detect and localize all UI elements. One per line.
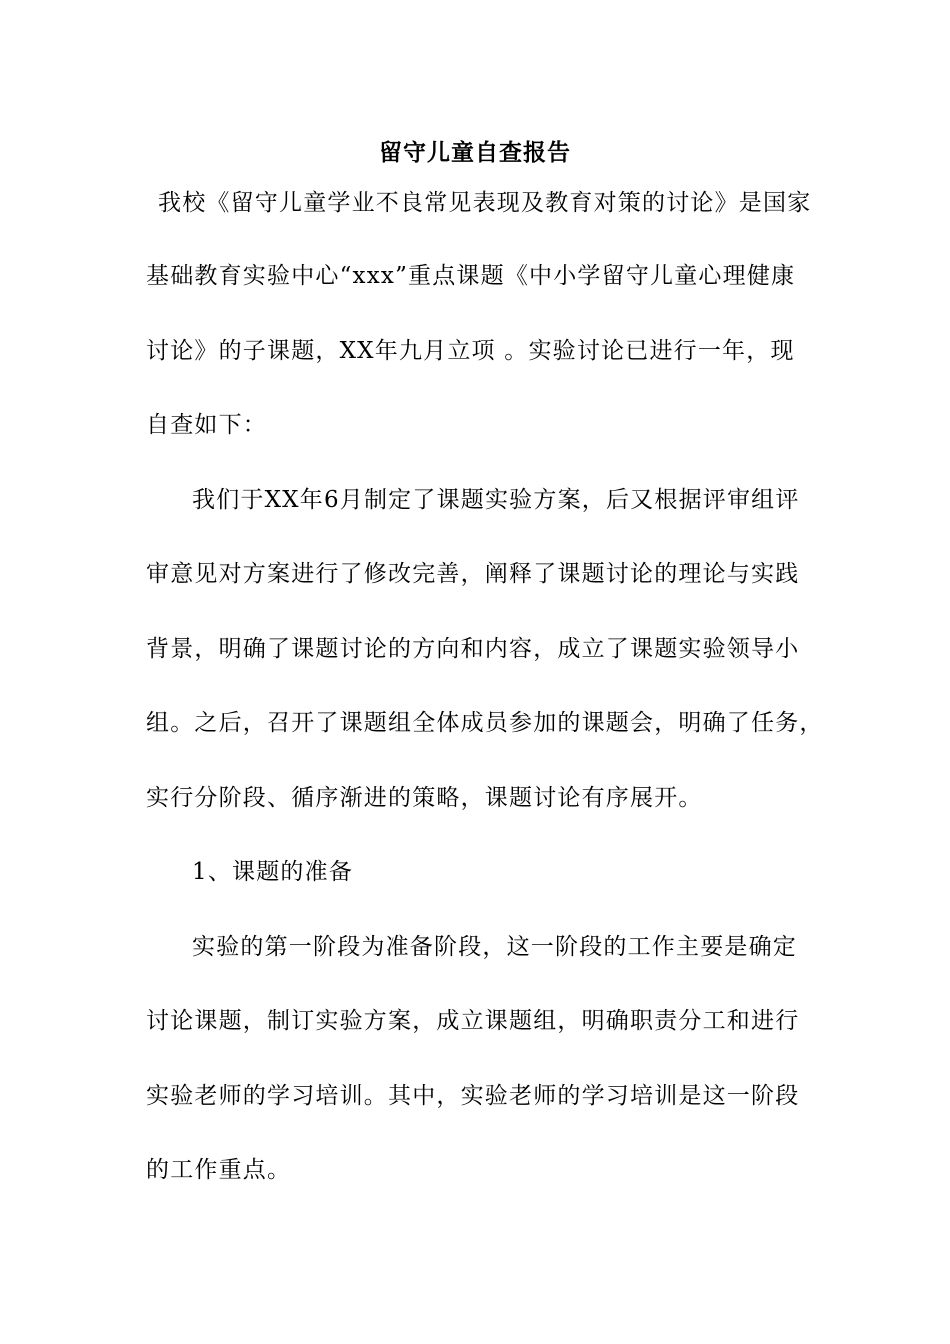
paragraph-line: 实验老师的学习培训。其中，实验老师的学习培训是这一阶段 [146, 1083, 800, 1109]
paragraph-line: 组。之后，召开了课题组全体成员参加的课题会，明确了任务， [146, 710, 824, 736]
paragraph-line: 的工作重点。 [146, 1157, 292, 1183]
paragraph-line: 审意见对方案进行了修改完善，阐释了课题讨论的理论与实践 [146, 561, 800, 587]
paragraph-line: 基础教育实验中心“xxx”重点课题《中小学留守儿童心理健康 [146, 263, 796, 289]
document-title: 留守儿童自查报告 [379, 140, 571, 166]
paragraph-line: 讨论课题，制订实验方案，成立课题组，明确职责分工和进行 [146, 1008, 800, 1034]
paragraph-line: 我们于XX年6月制定了课题实验方案，后又根据评审组评 [192, 487, 800, 513]
paragraph-line: 自查如下： [146, 412, 267, 438]
section-heading: 1、课题的准备 [192, 859, 354, 885]
paragraph-line: 实验的第一阶段为准备阶段，这一阶段的工作主要是确定 [192, 934, 797, 960]
paragraph-line: 我校《留守儿童学业不良常见表现及教育对策的讨论》是国家 [158, 190, 812, 216]
paragraph-line: 背景，明确了课题讨论的方向和内容，成立了课题实验领导小 [146, 636, 800, 662]
paragraph-line: 实行分阶段、循序渐进的策略，课题讨论有序展开。 [146, 785, 703, 811]
paragraph-line: 讨论》的子课题，XX年九月立项 。实验讨论已进行一年，现 [146, 338, 795, 364]
